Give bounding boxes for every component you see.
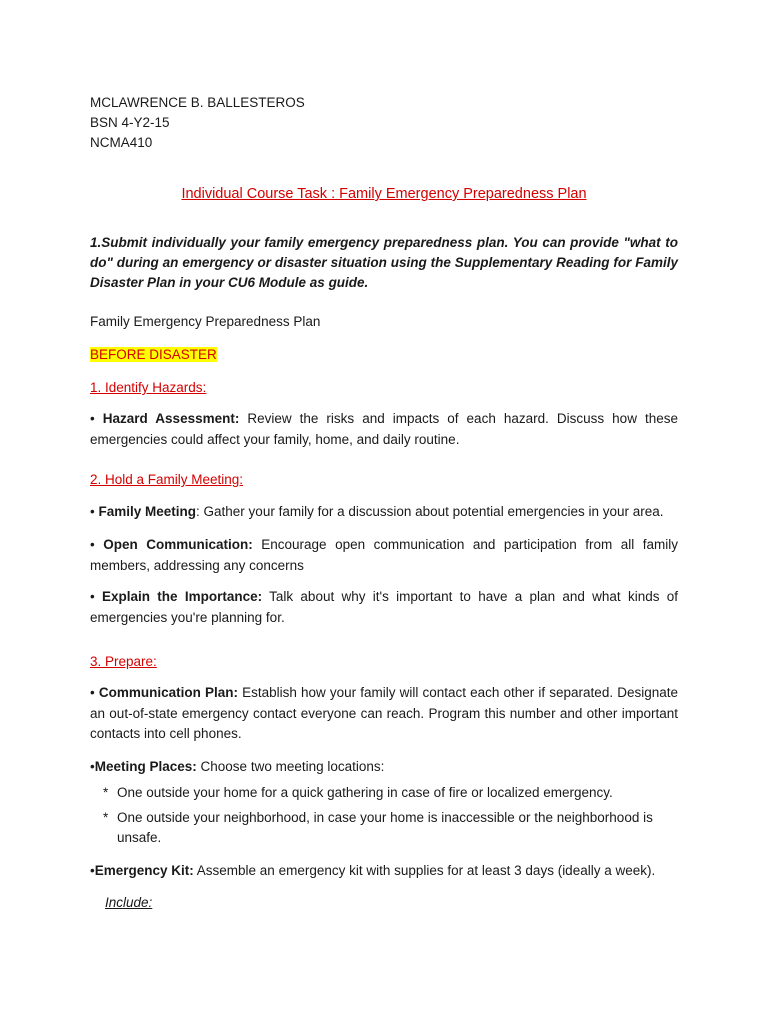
open-communication-label: Open Communication: [103, 537, 253, 552]
family-meeting-text: : Gather your family for a discussion about potential emergencies in your area. [196, 504, 664, 519]
open-communication-paragraph [90, 535, 678, 576]
meeting-place-1-text: One outside your home for a quick gathering in case of fire or localized emergency. [117, 785, 613, 800]
instruction-paragraph: 1.Submit individually your family emergency preparedness plan. You can provide "what to do" during an emergency or disaster situation using the Supplementary Reading for Family Disaster Plan in your CU6 Module as guide. [90, 235, 678, 290]
include-label: Include: [105, 895, 153, 910]
identify-hazards-heading: 1. Identify Hazards: [90, 380, 207, 395]
meeting-place-item-1 [103, 783, 678, 803]
student-section: BSN 4-Y2-15 [90, 115, 170, 130]
prepare-heading: 3. Prepare: [90, 654, 157, 669]
meeting-places-paragraph [90, 757, 678, 778]
student-name: MCLAWRENCE B. BALLESTEROS [90, 95, 305, 110]
emergency-kit-paragraph [90, 861, 678, 882]
hazard-assessment-label: Hazard Assessment: [102, 411, 240, 426]
family-meeting-label: Family Meeting [98, 504, 197, 519]
bullet: • [90, 504, 95, 519]
meeting-place-item-2 [103, 808, 678, 848]
communication-plan-paragraph [90, 683, 678, 745]
asterisk-bullet: * [103, 785, 109, 800]
bullet: • [90, 863, 95, 878]
family-meeting-heading: 2. Hold a Family Meeting: [90, 472, 244, 487]
meeting-place-2-continuation: unsafe. [117, 830, 162, 845]
open-communication-text: Encourage open communication and participation from all family members, addressing any concerns [90, 537, 679, 573]
explain-importance-label: Explain the Importance: [102, 589, 263, 604]
hazard-assessment-paragraph [90, 409, 678, 450]
communication-plan-text: Establish how your family will contact each other if separated. Designate an out-of-state emergency contact everyone can reach. Program this number and other important contacts into cell phones. [90, 685, 678, 741]
communication-plan-label: Communication Plan: [98, 685, 238, 700]
emergency-kit-label: Emergency Kit: [94, 863, 194, 878]
emergency-kit-text: Assemble an emergency kit with supplies for at least 3 days (ideally a week). [193, 863, 656, 878]
document-title: Individual Course Task : Family Emergency Preparedness Plan [181, 186, 587, 202]
explain-importance-paragraph [90, 587, 678, 628]
plan-title: Family Emergency Preparedness Plan [90, 314, 321, 329]
hazard-assessment-text: Review the risks and impacts of each hazard. Discuss how these emergencies could affect your family, home, and daily routine. [90, 411, 678, 447]
bullet: • [90, 685, 95, 700]
before-disaster-label: BEFORE DISASTER [90, 347, 217, 362]
bullet: • [90, 537, 95, 552]
course-code: NCMA410 [90, 135, 153, 150]
asterisk-bullet: * [103, 810, 109, 825]
family-meeting-paragraph [90, 502, 678, 523]
bullet: • [90, 589, 95, 604]
before-disaster-heading [90, 345, 217, 365]
meeting-place-2-text: One outside your neighborhood, in case your home is inaccessible or the neighborhood is [117, 810, 653, 825]
meeting-places-text: Choose two meeting locations: [196, 759, 385, 774]
bullet: • [90, 411, 95, 426]
meeting-places-label: Meeting Places: [94, 759, 197, 774]
bullet: • [90, 759, 95, 774]
explain-importance-text: Talk about why it's important to have a plan and what kinds of emergencies you're planning for. [90, 589, 678, 625]
